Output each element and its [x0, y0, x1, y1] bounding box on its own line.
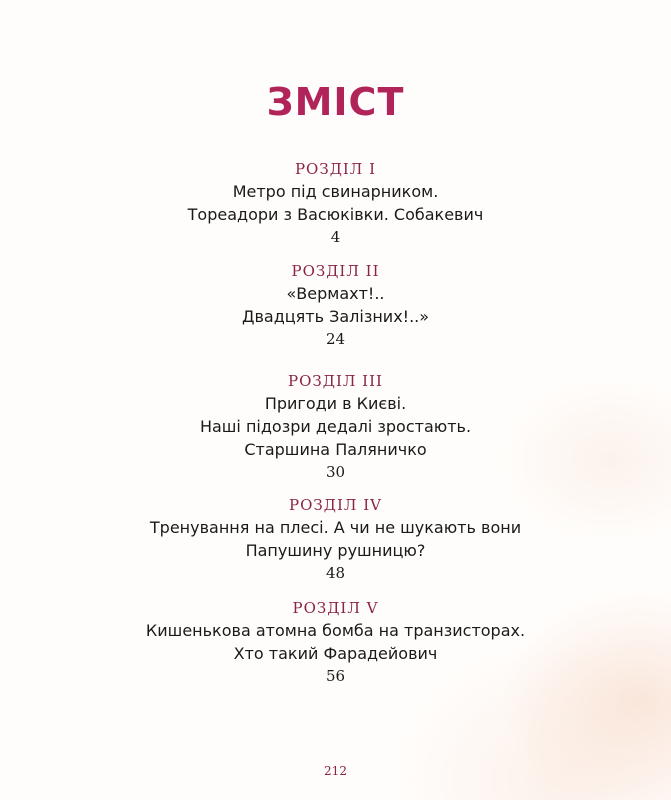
section-title-line: Тренування на плесі. А чи не шукають вони	[149, 518, 522, 537]
section-label: РОЗДІЛ І	[294, 160, 377, 178]
section-label: РОЗДІЛ ІІІ	[288, 372, 383, 390]
section-title-line: Двадцять Залізних!..»	[241, 307, 430, 326]
page-number: 4	[330, 228, 341, 246]
section-title-line: Тореадори з Васюківки. Собакевич	[187, 205, 484, 224]
toc-entry-3	[0, 370, 671, 484]
page-number: 48	[325, 564, 346, 582]
section-title-line: Метро під свинарником.	[232, 182, 439, 201]
toc-entry-1	[0, 158, 671, 249]
page-number: 30	[325, 463, 346, 481]
section-title-line: Хто такий Фарадейович	[233, 644, 438, 663]
section-title-line: Пригоди в Києві.	[264, 394, 407, 413]
section-label: РОЗДІЛ V	[292, 599, 379, 617]
folio-page-number: 212	[324, 764, 347, 778]
section-title-line: «Вермахт!..	[286, 284, 385, 303]
section-title-line: Папушину рушницю?	[245, 541, 426, 560]
section-label: РОЗДІЛ ІV	[289, 496, 382, 514]
toc-entry-2	[0, 260, 671, 351]
page-title: ЗМІСТ	[266, 80, 405, 124]
section-title-line: Старшина Паляничко	[244, 440, 427, 459]
section-label: РОЗДІЛ ІІ	[291, 262, 380, 280]
toc-entry-4	[0, 494, 671, 585]
toc-entry-5	[0, 597, 671, 688]
section-title-line: Наші підозри дедалі зростають.	[199, 417, 472, 436]
section-title-line: Кишенькова атомна бомба на транзисторах.	[145, 621, 526, 640]
page-number: 56	[325, 667, 346, 685]
page-number: 24	[325, 330, 346, 348]
